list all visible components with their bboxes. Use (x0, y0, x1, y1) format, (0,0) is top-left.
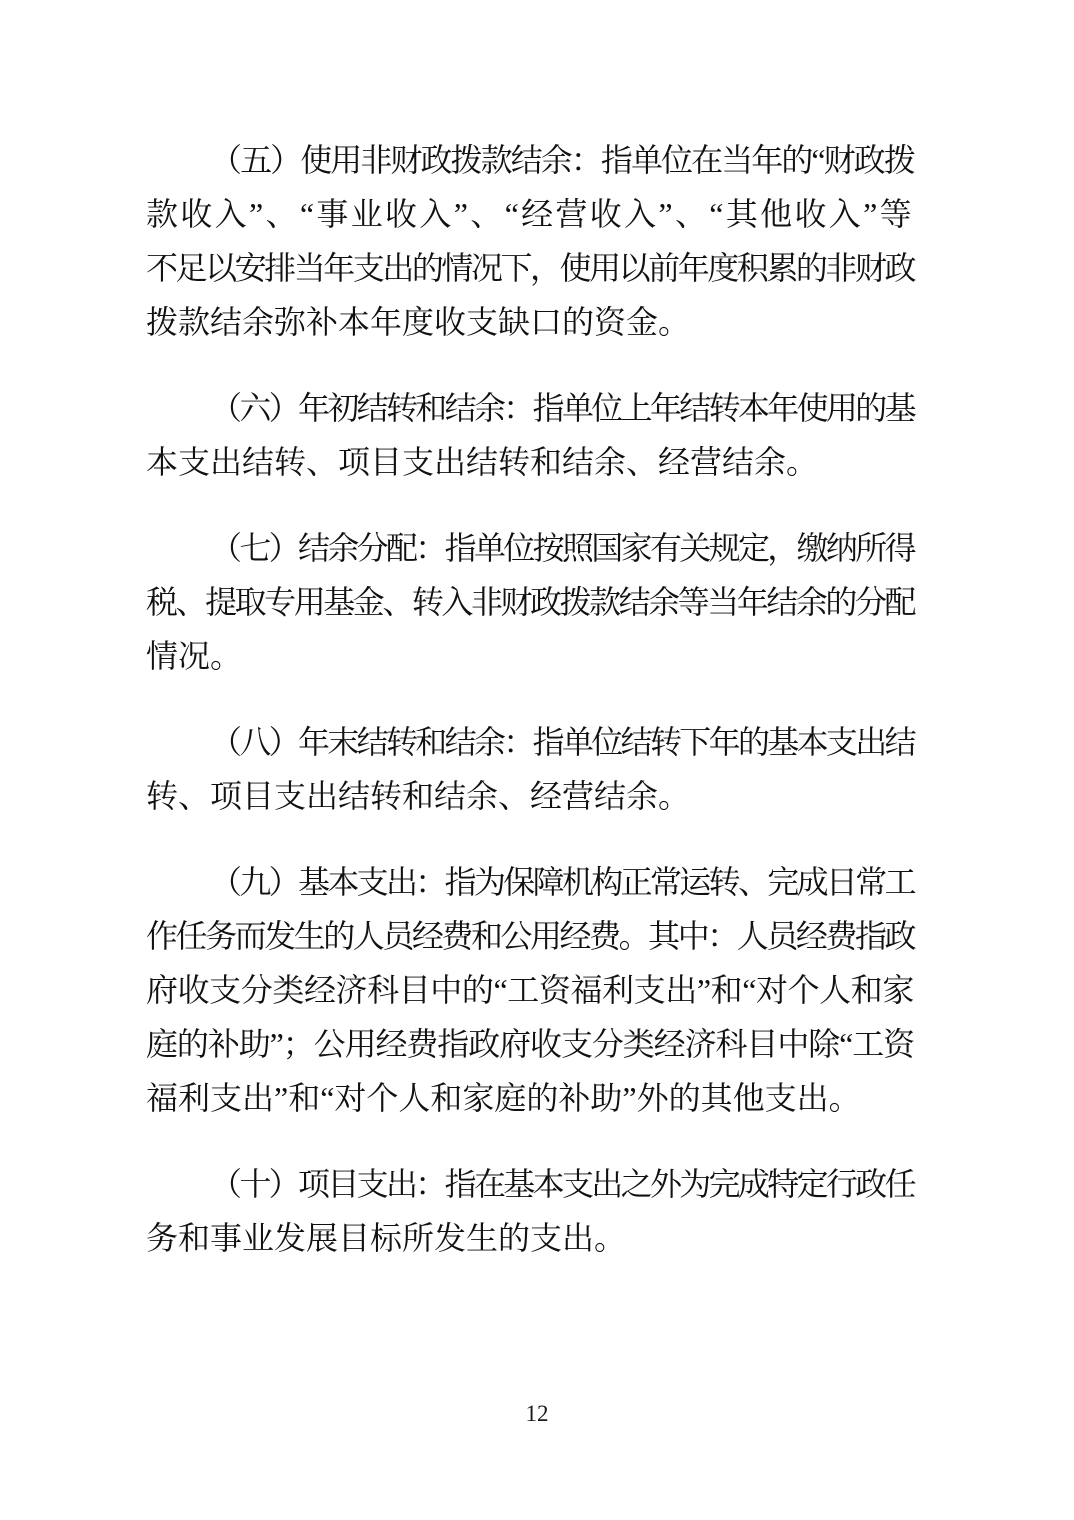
text-line: 福利支出”和“对个人和家庭的补助”外的其他支出。 (146, 1080, 861, 1116)
text-line: （十）项目支出：指在基本支出之外为完成特定行政任 (210, 1166, 914, 1202)
document-body (146, 133, 914, 1265)
text-line: （九）基本支出：指为保障机构正常运转、完成日常工 (210, 864, 914, 900)
text-line: 税、提取专用基金、转入非财政拨款结余等当年结余的分配 (146, 584, 915, 620)
text-line: 本支出结转、项目支出结转和结余、经营结余。 (146, 444, 819, 480)
text-line: 作任务而发生的人员经费和公用经费。其中：人员经费指政 (146, 918, 915, 954)
page-number: 12 (525, 1401, 549, 1426)
para-7-jieyu-fenpei (146, 521, 914, 683)
text-line: 情况。 (146, 638, 243, 674)
para-8-nianmo-jiezhuan-he-jieyu (146, 715, 914, 823)
para-9-jiben-zhichu (146, 855, 914, 1125)
text-line: 务和事业发展目标所发生的支出。 (146, 1220, 627, 1256)
text-line: （六）年初结转和结余：指单位上年结转本年使用的基 (210, 390, 914, 426)
text-line: 款收入”、“事业收入”、“经营收入”、“其他收入”等 (146, 196, 915, 232)
text-line: （七）结余分配：指单位按照国家有关规定，缴纳所得 (210, 530, 914, 566)
para-10-xiangmu-zhichu (146, 1157, 914, 1265)
text-line: 拨款结余弥补本年度收支缺口的资金。 (146, 304, 691, 340)
text-line: 转、项目支出结转和结余、经营结余。 (146, 778, 691, 814)
text-line: 庭的补助”；公用经费指政府收支分类经济科目中除“工资 (146, 1026, 915, 1062)
text-line: （五）使用非财政拨款结余：指单位在当年的“财政拨 (210, 142, 914, 178)
para-5-shiyong-feicaizheng-bokuan-jieyu (146, 133, 914, 349)
text-line: 府收支分类经济科目中的“工资福利支出”和“对个人和家 (146, 972, 914, 1008)
text-line: （八）年末结转和结余：指单位结转下年的基本支出结 (210, 724, 914, 760)
page-footer (0, 1400, 1074, 1428)
text-line: 不足以安排当年支出的情况下，使用以前年度积累的非财政 (146, 250, 915, 286)
para-6-nianchu-jiezhuan-he-jieyu (146, 381, 914, 489)
